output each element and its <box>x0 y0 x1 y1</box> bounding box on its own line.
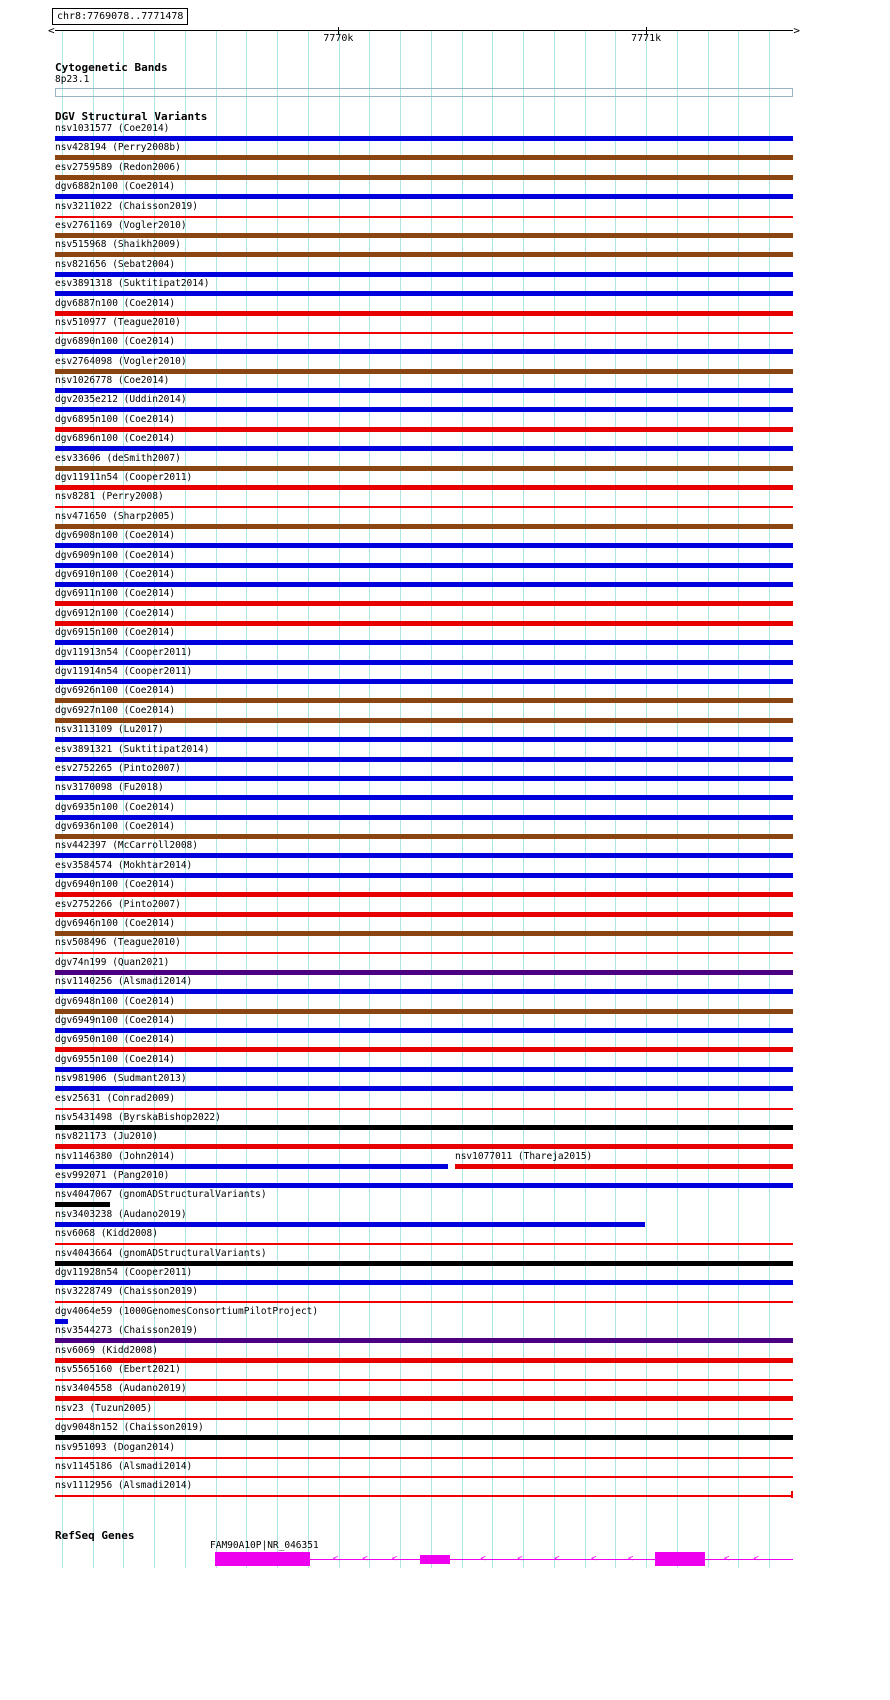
dgv-track-title: DGV Structural Variants <box>55 110 208 123</box>
variant-bar[interactable] <box>55 873 793 878</box>
variant-bar[interactable] <box>55 136 793 141</box>
variant-label[interactable]: dgv6896n100 (Coe2014) <box>55 433 176 445</box>
variant-label[interactable]: dgv6912n100 (Coe2014) <box>55 607 176 619</box>
variant-bar[interactable] <box>55 679 793 684</box>
variant-label[interactable]: nsv3170098 (Fu2018) <box>55 782 164 794</box>
variant-label[interactable]: esv25631 (Conrad2009) <box>55 1092 176 1104</box>
variant-bar[interactable] <box>55 349 793 354</box>
variant-label[interactable]: nsv981906 (Sudmant2013) <box>55 1073 187 1085</box>
variant-row <box>55 1286 793 1305</box>
variant-bar[interactable] <box>55 1202 110 1207</box>
variant-label[interactable]: nsv821656 (Sebat2004) <box>55 258 176 270</box>
variant-bar[interactable] <box>55 1028 793 1033</box>
gene-label[interactable]: FAM90A10P|NR_046351 <box>210 1540 319 1551</box>
variant-bar[interactable] <box>55 233 793 238</box>
variant-row <box>55 627 793 646</box>
variant-label[interactable]: nsv5565160 (Ebert2021) <box>55 1364 181 1375</box>
variant-label[interactable]: nsv3211022 (Chaisson2019) <box>55 200 198 212</box>
variant-bar[interactable] <box>55 1108 793 1110</box>
variant-bar[interactable] <box>55 1222 645 1227</box>
variant-bar[interactable] <box>55 563 793 568</box>
variant-row <box>55 162 793 181</box>
variant-label[interactable]: dgv6927n100 (Coe2014) <box>55 704 176 716</box>
variant-bar[interactable] <box>55 485 793 490</box>
variant-label[interactable]: dgv6909n100 (Coe2014) <box>55 549 176 561</box>
variant-bar[interactable] <box>55 757 793 762</box>
variant-label[interactable]: dgv6910n100 (Coe2014) <box>55 568 176 580</box>
variant-bar[interactable] <box>55 332 793 334</box>
variant-bar[interactable] <box>55 175 793 180</box>
variant-label[interactable]: nsv428194 (Perry2008b) <box>55 142 181 154</box>
refseq-gene[interactable] <box>55 1551 793 1568</box>
strand-arrow-icon: < <box>554 1554 560 1564</box>
variant-row <box>55 336 793 355</box>
variant-label[interactable]: nsv1031577 (Coe2014) <box>55 123 170 134</box>
variant-row <box>55 1364 793 1383</box>
variant-label[interactable]: dgv6882n100 (Coe2014) <box>55 181 176 193</box>
variant-bar[interactable] <box>55 834 793 839</box>
variant-label[interactable]: nsv1145186 (Alsmadi2014) <box>55 1460 193 1472</box>
variant-label[interactable]: dgv6890n100 (Coe2014) <box>55 336 176 348</box>
variant-bar[interactable] <box>55 407 793 412</box>
variant-label[interactable]: nsv510977 (Teague2010) <box>55 316 181 328</box>
variant-label[interactable]: nsv515968 (Shaikh2009) <box>55 239 181 251</box>
variant-bar[interactable] <box>55 1183 793 1188</box>
variant-row <box>55 375 793 394</box>
variant-row <box>55 550 793 569</box>
variant-label[interactable]: esv2752265 (Pinto2007) <box>55 762 181 774</box>
variant-row <box>55 530 793 549</box>
variant-bar[interactable] <box>55 1047 793 1052</box>
variant-bar[interactable] <box>55 1301 793 1303</box>
variant-bar[interactable] <box>55 1379 793 1381</box>
variant-bar[interactable] <box>55 698 793 703</box>
variant-bar[interactable] <box>55 506 793 508</box>
variant-row <box>55 1480 793 1499</box>
variant-row <box>55 918 793 937</box>
variant-row <box>55 937 793 956</box>
variant-label[interactable]: dgv6908n100 (Coe2014) <box>55 530 176 542</box>
variant-label[interactable]: nsv471650 (Sharp2005) <box>55 510 176 522</box>
variant-label[interactable]: dgv6936n100 (Coe2014) <box>55 821 176 833</box>
variant-row <box>55 394 793 413</box>
variant-bar[interactable] <box>455 1164 793 1169</box>
variant-label[interactable]: esv3584574 (Mokhtar2014) <box>55 859 193 871</box>
variant-row <box>55 201 793 220</box>
variant-bar[interactable] <box>55 369 793 374</box>
variant-bar[interactable] <box>55 252 793 257</box>
strand-arrow-icon: < <box>591 1554 597 1564</box>
variant-bar[interactable] <box>55 1319 68 1324</box>
variant-end-tick <box>791 1491 793 1498</box>
variant-bar[interactable] <box>55 1418 793 1420</box>
variant-bar[interactable] <box>55 776 793 781</box>
ruler-left-arrow-icon: < <box>48 24 55 37</box>
variant-bar[interactable] <box>55 427 793 432</box>
ruler <box>48 24 800 50</box>
variant-row <box>55 1345 793 1364</box>
variant-row <box>55 239 793 258</box>
variant-bar[interactable] <box>55 1261 793 1266</box>
variant-label[interactable]: dgv74n199 (Quan2021) <box>55 956 170 968</box>
variant-label[interactable]: nsv1026778 (Coe2014) <box>55 375 170 387</box>
cytogenetic-bands-title: Cytogenetic Bands <box>55 61 168 74</box>
variant-row <box>55 491 793 510</box>
variant-bar[interactable] <box>55 912 793 917</box>
variant-bar[interactable] <box>55 1396 793 1401</box>
variant-row <box>55 298 793 317</box>
refseq-track-title: RefSeq Genes <box>55 1529 135 1542</box>
variant-bar[interactable] <box>55 1495 793 1497</box>
variant-label[interactable]: nsv6069 (Kidd2008) <box>55 1344 158 1356</box>
variant-label[interactable]: esv2764098 (Vogler2010) <box>55 355 187 367</box>
variant-row <box>55 996 793 1015</box>
strand-arrow-icon: < <box>391 1554 398 1564</box>
variant-row <box>55 1093 793 1112</box>
variant-bar[interactable] <box>55 582 793 587</box>
variant-row <box>55 1403 793 1422</box>
variant-label[interactable]: dgv6895n100 (Coe2014) <box>55 413 176 425</box>
variant-label[interactable]: dgv6948n100 (Coe2014) <box>55 995 176 1007</box>
variant-row <box>55 1151 793 1170</box>
variant-bar[interactable] <box>55 892 793 897</box>
variant-row <box>55 1383 793 1402</box>
position-label: chr8:7769078..7771478 <box>52 8 188 25</box>
variant-label[interactable]: dgv6915n100 (Coe2014) <box>55 627 176 639</box>
variant-bar[interactable] <box>55 640 793 645</box>
variant-row <box>55 976 793 995</box>
variant-row <box>55 1209 793 1228</box>
strand-arrow-icon: < <box>332 1554 339 1564</box>
dgv-rows <box>55 123 793 1500</box>
variant-bar[interactable] <box>55 1164 448 1169</box>
variant-row <box>55 1325 793 1344</box>
variant-bar[interactable] <box>55 524 793 529</box>
variant-row <box>55 1054 793 1073</box>
variant-row <box>55 220 793 239</box>
variant-row <box>55 1422 793 1441</box>
ruler-right-arrow-icon: > <box>793 24 800 37</box>
variant-label[interactable]: nsv1146380 (John2014) <box>55 1150 176 1162</box>
variant-label[interactable]: dgv11913n54 (Cooper2011) <box>55 646 193 658</box>
variant-bar[interactable] <box>55 388 793 393</box>
variant-bar[interactable] <box>55 1144 793 1149</box>
variant-row <box>55 142 793 161</box>
gene-exon[interactable] <box>215 1552 310 1566</box>
variant-bar[interactable] <box>55 466 793 471</box>
variant-label[interactable]: dgv6911n100 (Coe2014) <box>55 588 176 600</box>
variant-bar[interactable] <box>55 931 793 936</box>
variant-label[interactable]: nsv3404558 (Audano2019) <box>55 1383 187 1395</box>
variant-row <box>55 1015 793 1034</box>
variant-row <box>55 433 793 452</box>
variant-label[interactable]: dgv9048n152 (Chaisson2019) <box>55 1422 204 1434</box>
variant-label[interactable]: esv3891321 (Suktitipat2014) <box>55 743 210 755</box>
variant-label[interactable]: nsv1077011 (Thareja2015) <box>454 1150 593 1162</box>
variant-label[interactable]: dgv6935n100 (Coe2014) <box>55 801 176 813</box>
variant-bar[interactable] <box>55 1435 793 1440</box>
variant-bar[interactable] <box>55 1338 793 1343</box>
variant-row <box>55 840 793 859</box>
variant-bar[interactable] <box>55 1476 793 1478</box>
variant-row <box>55 763 793 782</box>
variant-label[interactable]: esv2761169 (Vogler2010) <box>55 219 187 231</box>
variant-label[interactable]: nsv23 (Tuzun2005) <box>55 1402 153 1414</box>
variant-row <box>55 1228 793 1247</box>
variant-bar[interactable] <box>55 853 793 858</box>
variant-label[interactable]: nsv3228749 (Chaisson2019) <box>55 1286 198 1298</box>
variant-label[interactable]: nsv3544273 (Chaisson2019) <box>55 1325 198 1337</box>
variant-label[interactable]: dgv6955n100 (Coe2014) <box>55 1053 176 1065</box>
variant-row <box>55 414 793 433</box>
variant-row <box>55 259 793 278</box>
variant-label[interactable]: nsv4047067 (gnomADStructuralVariants) <box>55 1189 267 1201</box>
variant-row <box>55 821 793 840</box>
variant-row <box>55 1131 793 1150</box>
variant-bar[interactable] <box>55 291 793 296</box>
ruler-tick-label: 7770k <box>323 33 354 44</box>
variant-bar[interactable] <box>55 660 793 665</box>
variant-label[interactable]: dgv6950n100 (Coe2014) <box>55 1034 176 1046</box>
gene-exon[interactable] <box>655 1552 705 1566</box>
variant-label[interactable]: dgv11911n54 (Cooper2011) <box>55 472 193 484</box>
variant-row <box>55 647 793 666</box>
variant-label[interactable]: nsv4043664 (gnomADStructuralVariants) <box>55 1247 267 1259</box>
variant-label[interactable]: nsv3113109 (Lu2017) <box>55 724 164 736</box>
strand-arrow-icon: < <box>723 1554 730 1564</box>
variant-row <box>55 278 793 297</box>
variant-label[interactable]: esv2752266 (Pinto2007) <box>55 898 181 910</box>
variant-row <box>55 1248 793 1267</box>
variant-label[interactable]: esv992071 (Pang2010) <box>55 1170 170 1182</box>
variant-bar[interactable] <box>55 1280 793 1285</box>
variant-bar[interactable] <box>55 272 793 277</box>
variant-label[interactable]: dgv6887n100 (Coe2014) <box>55 297 176 309</box>
variant-bar[interactable] <box>55 216 793 218</box>
variant-row <box>55 1112 793 1131</box>
ruler-tick-label: 7771k <box>631 33 662 44</box>
variant-label[interactable]: dgv11928n54 (Cooper2011) <box>55 1267 193 1279</box>
variant-row <box>55 1461 793 1480</box>
variant-row <box>55 1267 793 1286</box>
variant-bar[interactable] <box>55 1457 793 1459</box>
strand-arrow-icon: < <box>362 1554 368 1564</box>
variant-label[interactable]: dgv4064e59 (1000GenomesConsortiumPilotProject) <box>55 1305 319 1317</box>
variant-row <box>55 181 793 200</box>
variant-row <box>55 356 793 375</box>
variant-label[interactable]: nsv821173 (Ju2010) <box>55 1131 158 1143</box>
strand-arrow-icon: < <box>517 1554 523 1564</box>
variant-bar[interactable] <box>55 1067 793 1072</box>
variant-label[interactable]: nsv508496 (Teague2010) <box>55 937 181 949</box>
variant-label[interactable]: dgv11914n54 (Cooper2011) <box>55 665 193 677</box>
variant-bar[interactable] <box>55 155 793 160</box>
variant-bar[interactable] <box>55 1009 793 1014</box>
variant-row <box>55 744 793 763</box>
variant-bar[interactable] <box>55 1125 793 1130</box>
ruler-line <box>55 30 793 31</box>
variant-bar[interactable] <box>55 311 793 316</box>
variant-row <box>55 1073 793 1092</box>
strand-arrow-icon: < <box>753 1554 759 1564</box>
variant-row <box>55 899 793 918</box>
variant-label[interactable]: nsv3403238 (Audano2019) <box>55 1208 187 1220</box>
variant-bar[interactable] <box>55 446 793 451</box>
variant-label[interactable]: nsv1140256 (Alsmadi2014) <box>55 976 193 988</box>
strand-arrow-icon: < <box>480 1554 486 1564</box>
variant-bar[interactable] <box>55 543 793 548</box>
cytoband-label: 8p23.1 <box>55 74 90 85</box>
variant-bar[interactable] <box>55 1086 793 1091</box>
variant-bar[interactable] <box>55 621 793 626</box>
variant-bar[interactable] <box>55 194 793 199</box>
variant-bar[interactable] <box>55 970 793 975</box>
variant-row <box>55 705 793 724</box>
cytoband-rect[interactable] <box>55 88 793 97</box>
variant-row <box>55 569 793 588</box>
variant-row <box>55 782 793 801</box>
variant-label[interactable]: nsv951093 (Dogan2014) <box>55 1441 176 1453</box>
variant-label[interactable]: nsv5431498 (ByrskaBishop2022) <box>55 1111 221 1123</box>
variant-row <box>55 1306 793 1325</box>
variant-row <box>55 724 793 743</box>
variant-bar[interactable] <box>55 718 793 723</box>
variant-label[interactable]: dgv6940n100 (Coe2014) <box>55 879 176 891</box>
variant-row <box>55 802 793 821</box>
variant-row <box>55 666 793 685</box>
variant-label[interactable]: dgv6949n100 (Coe2014) <box>55 1014 176 1026</box>
variant-bar[interactable] <box>55 815 793 820</box>
variant-bar[interactable] <box>55 1358 793 1363</box>
variant-label[interactable]: nsv442397 (McCarroll2008) <box>55 840 198 852</box>
variant-row <box>55 1442 793 1461</box>
variant-label[interactable]: dgv6946n100 (Coe2014) <box>55 918 176 930</box>
variant-row <box>55 588 793 607</box>
variant-row <box>55 1034 793 1053</box>
variant-label[interactable]: nsv6068 (Kidd2008) <box>55 1228 158 1240</box>
variant-label[interactable]: nsv8281 (Perry2008) <box>55 491 164 503</box>
variant-row <box>55 608 793 627</box>
variant-row <box>55 860 793 879</box>
variant-bar[interactable] <box>55 989 793 994</box>
variant-row <box>55 685 793 704</box>
variant-row <box>55 879 793 898</box>
variant-label[interactable]: dgv2035e212 (Uddin2014) <box>55 394 187 406</box>
variant-label[interactable]: nsv1112956 (Alsmadi2014) <box>55 1480 193 1492</box>
gene-exon[interactable] <box>420 1555 450 1564</box>
variant-row <box>55 1189 793 1208</box>
variant-bar[interactable] <box>55 795 793 800</box>
variant-row <box>55 123 793 142</box>
variant-bar[interactable] <box>55 737 793 742</box>
variant-label[interactable]: esv33606 (deSmith2007) <box>55 452 181 464</box>
strand-arrow-icon: < <box>627 1554 634 1564</box>
variant-bar[interactable] <box>55 1243 793 1245</box>
variant-row <box>55 472 793 491</box>
variant-bar[interactable] <box>55 952 793 954</box>
variant-row <box>55 453 793 472</box>
variant-row <box>55 957 793 976</box>
variant-row <box>55 1170 793 1189</box>
variant-row <box>55 511 793 530</box>
variant-label[interactable]: esv2759589 (Redon2006) <box>55 161 181 173</box>
variant-row <box>55 317 793 336</box>
variant-bar[interactable] <box>55 601 793 606</box>
variant-label[interactable]: esv3891318 (Suktitipat2014) <box>55 278 210 290</box>
variant-label[interactable]: dgv6926n100 (Coe2014) <box>55 685 176 697</box>
